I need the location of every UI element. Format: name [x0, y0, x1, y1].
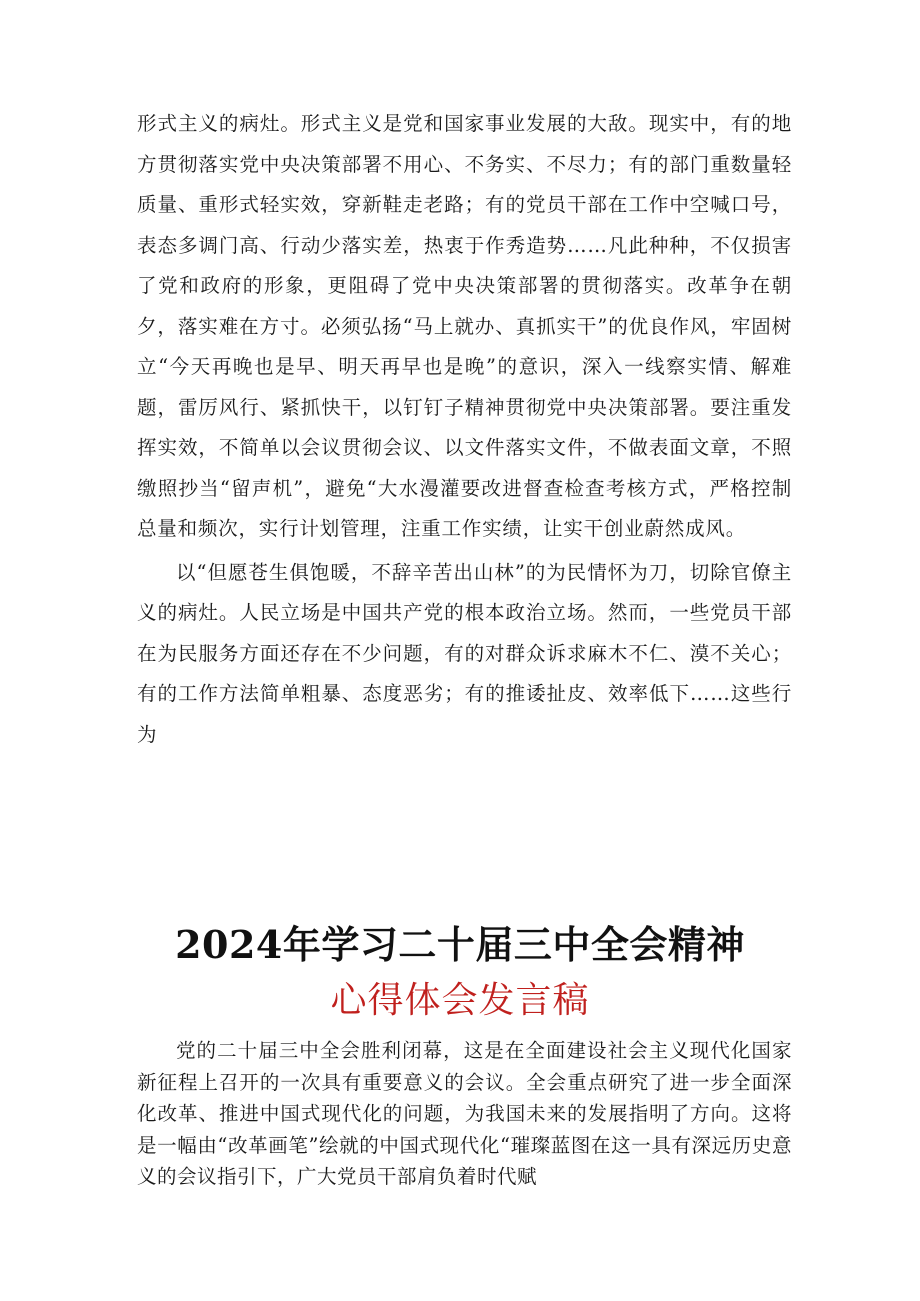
paragraph-plenum-intro: 党的二十届三中全会胜利闭幕，这是在全面建设社会主义现代化国家新征程上召开的一次具有重要意义的会议。全会重点研究了进一步全面深化改革、推进中国式现代化的问题，为我国未来的发展指明了方向。这将是一幅由“改革画笔”绘就的中国式现代化“璀璨蓝图在这一具有深远历史意义的会议指引下，广大党员干部肩负着时代赋 [137, 1039, 792, 1188]
section-2-body [137, 1035, 792, 1193]
document-title: 2024年学习二十届三中全会精神 [175, 922, 745, 967]
section-1-body [137, 104, 792, 755]
paragraph-bureaucratism: 以“但愿苍生俱饱暖，不辞辛苦出山林”的为民情怀为刀，切除官僚主义的病灶。人民立场是中国共产党的根本政治立场。然而，一些党员干部在为民服务方面还存在不少问题，有的对群众诉求麻木不仁、漠不关心；有的工作方法简单粗暴、态度恶劣；有的推诿扯皮、效率低下……这些行为 [137, 560, 792, 746]
paragraph-formalism: 形式主义的病灶。形式主义是党和国家事业发展的大敌。现实中，有的地方贯彻落实党中央决策部署不用心、不务实、不尽力；有的部门重数量轻质量、重形式轻实效，穿新鞋走老路；有的党员干部在工作中空喊口号，表态多调门高、行动少落实差，热衷于作秀造势……凡此种种，不仅损害了党和政府的形象，更阻碍了党中央决策部署的贯彻落实。改革争在朝夕，落实难在方寸。必须弘扬“马上就办、真抓实干”的优良作风，牢固树立“今天再晚也是早、明天再早也是晚”的意识，深入一线察实情、解难题，雷厉风行、紧抓快干，以钉钉子精神贯彻党中央决策部署。要注重发挥实效，不简单以会议贯彻会议、以文件落实文件，不做表面文章，不照缴照抄当“留声机”，避免“大水漫灌要改进督查检查考核方式，严格控制总量和频次，实行计划管理，注重工作实绩，让实干创业蔚然成风。 [137, 112, 792, 540]
document-subtitle: 心得体会发言稿 [330, 980, 590, 1021]
